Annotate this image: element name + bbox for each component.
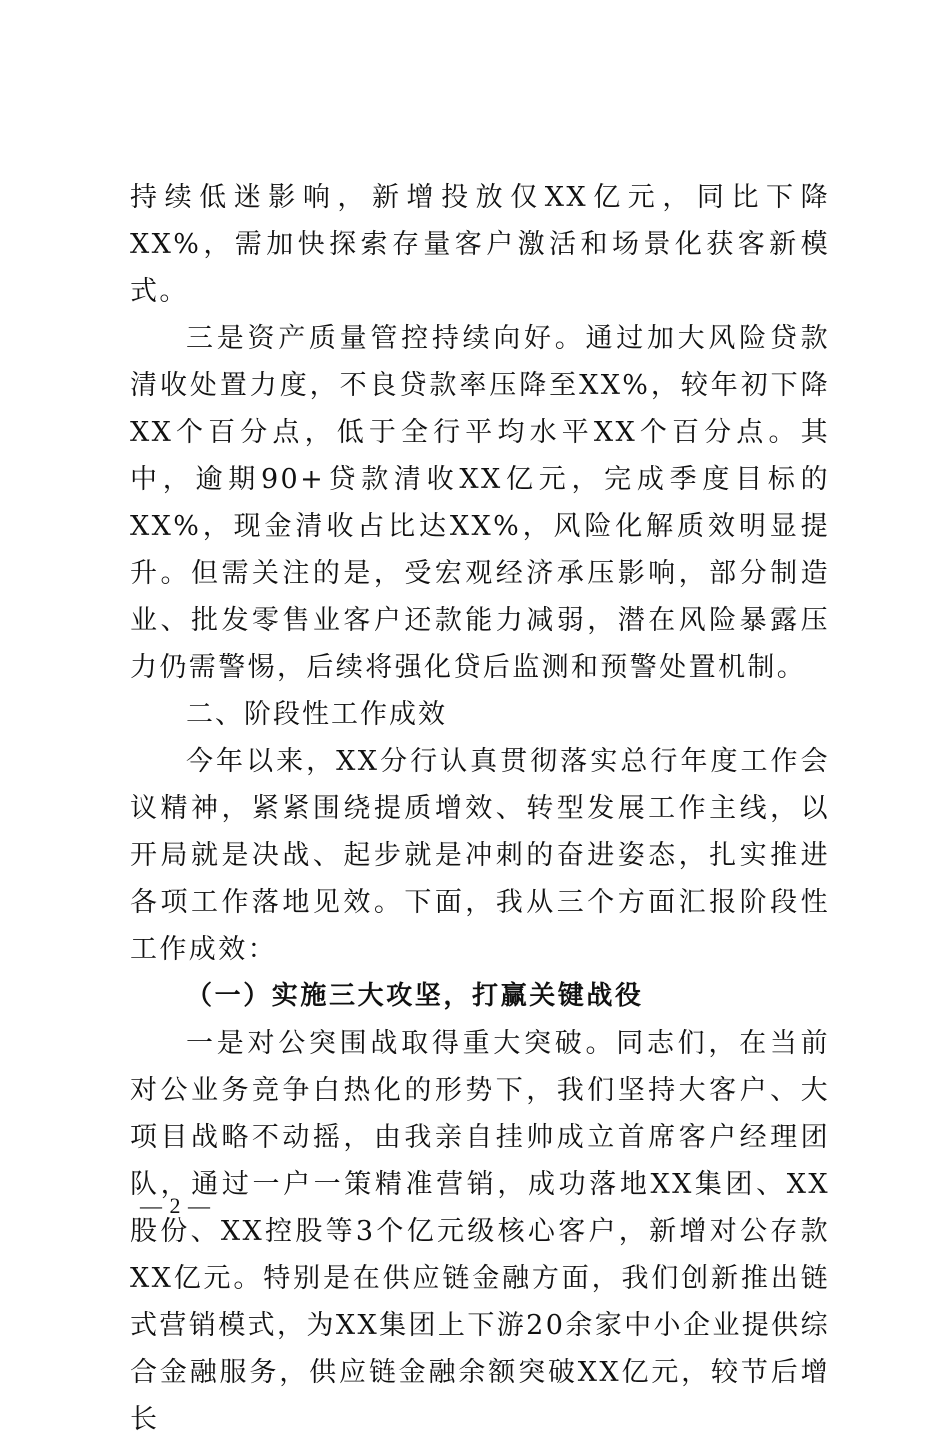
body-paragraph-continuation: 持续低迷影响，新增投放仅XX亿元，同比下降XX%，需加快探索存量客户激活和场景化获客新模式。 (130, 182, 830, 307)
body-paragraph-intro: 今年以来，XX分行认真贯彻落实总行年度工作会议精神，紧紧围绕提质增效、转型发展工作主线，以开局就是决战、起步就是冲刺的奋进姿态，扎实推进各项工作落地见效。下面，我从三个方面汇报阶段性工作成效： (130, 746, 830, 965)
body-paragraph-corporate: 一是对公突围战取得重大突破。同志们，在当前对公业务竞争白热化的形势下，我们坚持大客户、大项目战略不动摇，由我亲自挂帅成立首席客户经理团队，通过一户一策精准营销，成功落地XX集团、XX股份、XX控股等3个亿元级核心客户，新增对公存款XX亿元。特别是在供应链金融方面，我们创新推出链式营销模式，为XX集团上下游20余家中小企业提供综合金融服务，供应链金融余额突破XX亿元，较节后增长 (130, 1028, 830, 1435)
subsection-heading: （一）实施三大攻坚，打赢关键战役 (186, 981, 644, 1011)
section-heading: 二、阶段性工作成效 (186, 699, 447, 730)
body-paragraph-asset-quality: 三是资产质量管控持续向好。通过加大风险贷款清收处置力度，不良贷款率压降至XX%，较年初下降XX个百分点，低于全行平均水平XX个百分点。其中，逾期90+贷款清收XX亿元，完成季度目标的XX%，现金清收占比达XX%，风险化解质效明显提升。但需关注的是，受宏观经济承压影响，部分制造业、批发零售业客户还款能力减弱，潜在风险暴露压力仍需警惕，后续将强化贷后监测和预警处置机制。 (130, 323, 830, 683)
page-number: — 2 — (140, 1193, 211, 1218)
document-body (130, 174, 830, 1443)
